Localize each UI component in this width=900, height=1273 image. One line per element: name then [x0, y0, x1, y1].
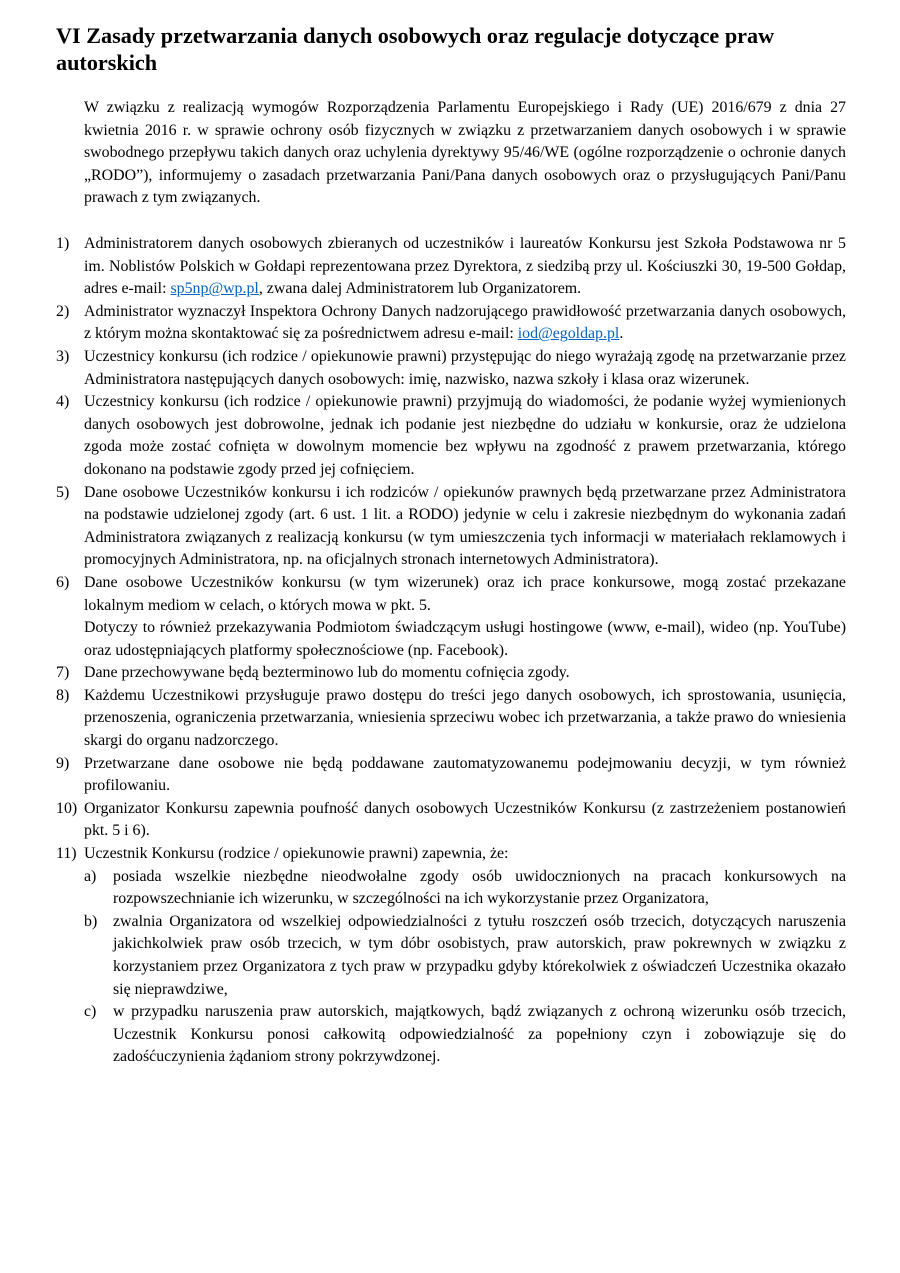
rules-list — [56, 233, 846, 1069]
sub-item-text: posiada wszelkie niezbędne nieodwołalne zgody osób uwidocznionych na pracach konkursowych na rozpowszechnianie ich wizerunku, w szczególności na ich wykorzystanie przez Organizatora, — [113, 867, 846, 908]
item-text: Organizator Konkursu zapewnia poufność danych osobowych Uczestników Konkursu (z zastrzeżeniem postanowień pkt. 5 i 6). — [84, 799, 846, 840]
sub-item-text: zwalnia Organizatora od wszelkiej odpowiedzialności z tytułu roszczeń osób trzecich, dotyczących naruszenia jakichkolwiek praw osób trzecich, w tym dóbr osobistych, praw autorskich, praw pokrewnych w związku z korzystaniem przez Organizatora z tych praw w przypadku gdyby którekolwiek z oświadczeń Uczestnika okazało się nieprawdziwe, — [113, 912, 846, 998]
list-item-10 — [56, 798, 846, 843]
item-text: Uczestnicy konkursu (ich rodzice / opiekunowie prawni) przyjmują do wiadomości, że podanie wyżej wymienionych danych osobowych jest dobrowolne, jednak ich podanie jest niezbędne do udziału w konkursie, oraz że udzielona zgoda może zostać cofnięta w dowolnym momencie bez wpływu na zgodność z prawem przetwarzania, którego dokonano na podstawie zgody przed jej cofnięciem. — [84, 393, 846, 478]
item-text: Uczestnicy konkursu (ich rodzice / opiekunowie prawni) przystępując do niego wyrażają zgodę na przetwarzanie przez Administratora następujących danych osobowych: imię, nazwisko, nazwa szkoły i klasa oraz wizerunek. — [84, 347, 846, 388]
list-item-8 — [56, 685, 846, 753]
sub-item-c — [84, 1001, 846, 1069]
item-text: Przetwarzane dane osobowe nie będą poddawane zautomatyzowanemu podejmowaniu decyzji, w tym również profilowaniu. — [84, 754, 846, 795]
item-number: 6) — [56, 573, 70, 591]
item-number: 8) — [56, 686, 70, 704]
item-number: 4) — [56, 393, 70, 411]
item-text: Każdemu Uczestnikowi przysługuje prawo dostępu do treści jego danych osobowych, ich sprostowania, usunięcia, przenoszenia, ograniczenia przetwarzania, wniesienia sprzeciwu wobec ich przetwarzania, a także prawo do wniesienia skargi do organu nadzorczego. — [84, 686, 846, 750]
item-text: Dane przechowywane będą bezterminowo lub do momentu cofnięcia zgody. — [84, 664, 570, 682]
sub-item-letter: c) — [84, 1003, 97, 1021]
list-item-6 — [56, 572, 846, 662]
item-number: 2) — [56, 302, 70, 320]
list-item-1 — [56, 233, 846, 301]
sub-item-b — [84, 911, 846, 1001]
list-item-9 — [56, 753, 846, 798]
item-number: 9) — [56, 754, 70, 772]
intro-paragraph: W związku z realizacją wymogów Rozporządzenia Parlamentu Europejskiego i Rady (UE) 2016/679 z dnia 27 kwietnia 2016 r. w sprawie ochrony osób fizycznych w związku z przetwarzaniem danych osobowych i w sprawie swobodnego przepływu takich danych oraz uchylenia dyrektywy 95/46/WE (ogólne rozporządzenie o ochronie danych „RODO”), informujemy o zasadach przetwarzania Pani/Pana danych osobowych oraz o przysługujących Pani/Panu prawach z tym związanych. — [84, 99, 846, 207]
list-item-4 — [56, 391, 846, 481]
sub-item-text: w przypadku naruszenia praw autorskich, majątkowych, bądź związanych z ochroną wizerunku osób trzecich, Uczestnik Konkursu ponosi całkowitą odpowiedzialność za popełniony czyn i zobowiązuje się do zadośćuczynienia żądaniom strony pokrzywdzonej. — [113, 1003, 846, 1066]
email-link-iod[interactable]: iod@egoldap.pl — [517, 325, 620, 343]
item-text: Administrator wyznaczył Inspektora Ochrony Danych nadzorującego prawidłowość przetwarzania danych osobowych, z którym można skontaktować się za pośrednictwem adresu e-mail: iod@egoldap.pl. — [84, 302, 846, 343]
item-text: Dane osobowe Uczestników konkursu i ich rodziców / opiekunów prawnych będą przetwarzane przez Administratora na podstawie udzielonej zgody (art. 6 ust. 1 lit. a RODO) jedynie w celu i zakresie niezbędnym do wykonania zadań Administratora związanych z realizacją konkursu (w tym umieszczenia tych informacji w materiałach reklamowych i promocyjnych Administratora, np. na oficjalnych stronach internetowych Administratora). — [84, 483, 846, 569]
sub-item-a — [84, 866, 846, 911]
item-text: Dane osobowe Uczestników konkursu (w tym wizerunek) oraz ich prace konkursowe, mogą zostać przekazane lokalnym mediom w celach, o których mowa w pkt. 5. — [84, 573, 846, 614]
item-text-continued: Dotyczy to również przekazywania Podmiotom świadczącym usługi hostingowe (www, e-mail), wideo (np. YouTube) oraz udostępniających platformy społecznościowe (np. Facebook). — [84, 619, 846, 659]
item-number: 11) — [56, 845, 77, 863]
list-item-3 — [56, 346, 846, 391]
item-number: 3) — [56, 347, 70, 365]
list-item-7 — [56, 662, 846, 685]
list-item-5 — [56, 482, 846, 572]
list-item-2 — [56, 301, 846, 346]
sub-item-letter: b) — [84, 912, 98, 930]
sub-item-letter: a) — [84, 867, 97, 885]
item-number: 7) — [56, 664, 70, 682]
list-item-11 — [56, 843, 846, 1069]
email-link-sp5np[interactable]: sp5np@wp.pl — [170, 280, 259, 298]
item-number: 1) — [56, 235, 70, 252]
item-number: 10) — [56, 799, 78, 817]
item-number: 5) — [56, 483, 70, 501]
sub-list — [84, 866, 846, 1069]
item-text: Uczestnik Konkursu (rodzice / opiekunowie prawni) zapewnia, że: — [84, 845, 509, 863]
item-text: Administratorem danych osobowych zbieranych od uczestników i laureatów Konkursu jest Szkoła Podstawowa nr 5 im. Noblistów Polskich w Gołdapi reprezentowana przez Dyrektora, z siedzibą przy ul. Kościuszki 30, 19-500 Gołdap, adres e-mail: sp5np@wp.pl, zwana dalej Administratorem lub Organizatorem. — [84, 235, 846, 298]
page-title: VI Zasady przetwarzania danych osobowych oraz regulacje dotyczące praw autorskich — [56, 23, 775, 75]
